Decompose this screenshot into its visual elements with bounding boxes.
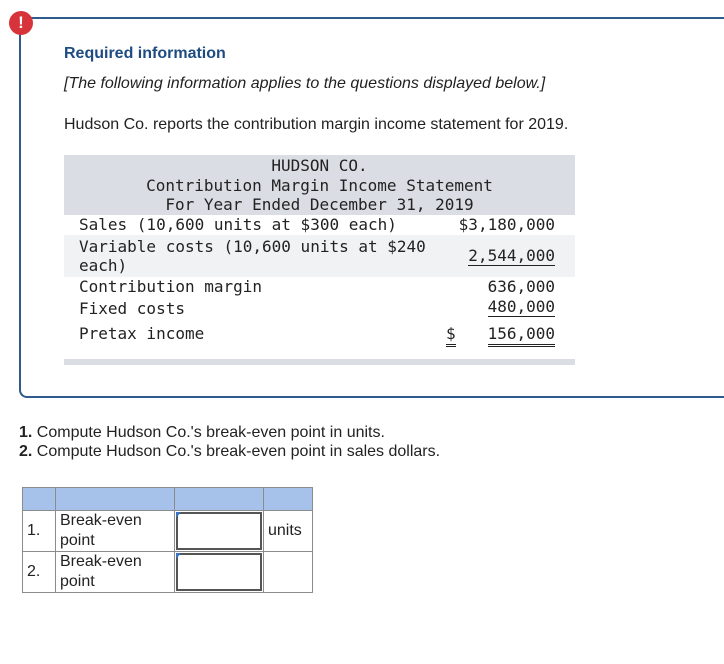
answer-2-label: Break-even point bbox=[56, 552, 175, 593]
statement-header bbox=[64, 155, 575, 215]
question-2-text: Compute Hudson Co.'s break-even point in sales dollars. bbox=[36, 443, 441, 460]
answer-2-number: 2. bbox=[23, 552, 56, 593]
question-2 bbox=[19, 442, 440, 461]
answer-table-header bbox=[23, 488, 313, 511]
row-fixed-costs bbox=[64, 297, 575, 319]
break-even-units-input[interactable] bbox=[176, 512, 262, 550]
variable-costs-value: 2,544,000 bbox=[468, 245, 555, 265]
income-statement bbox=[64, 155, 575, 345]
sales-value: $3,180,000 bbox=[458, 214, 555, 234]
row-contribution-margin bbox=[64, 277, 575, 297]
question-1-number: 1. bbox=[19, 424, 33, 441]
answer-1-number: 1. bbox=[23, 511, 56, 552]
answer-table bbox=[22, 487, 313, 593]
answer-1-unit: units bbox=[264, 511, 313, 552]
statement-title: Contribution Margin Income Statement bbox=[146, 175, 493, 195]
answer-2-unit bbox=[264, 552, 313, 593]
variable-costs-label: Variable costs (10,600 units at $240 each) bbox=[79, 236, 426, 275]
row-pretax-income bbox=[64, 319, 575, 345]
question-list bbox=[19, 423, 440, 461]
intro-note: [The following information applies to the questions displayed below.] bbox=[64, 75, 546, 92]
answer-2-cell bbox=[175, 552, 264, 593]
company-name: HUDSON CO. bbox=[271, 156, 368, 175]
pretax-currency: $ bbox=[446, 324, 456, 347]
question-1-text: Compute Hudson Co.'s break-even point in units. bbox=[36, 424, 385, 441]
contribution-margin-value: 636,000 bbox=[487, 276, 555, 296]
statement-footer-bar bbox=[64, 359, 575, 365]
row-sales bbox=[64, 215, 575, 235]
answer-1-cell bbox=[175, 511, 264, 552]
input-marker-icon bbox=[176, 512, 181, 518]
fixed-costs-label: Fixed costs bbox=[79, 298, 185, 318]
question-2-number: 2. bbox=[19, 443, 33, 460]
pretax-income-label: Pretax income bbox=[79, 323, 205, 343]
required-info-title: Required information bbox=[64, 45, 226, 62]
input-marker-icon bbox=[176, 553, 181, 559]
question-1 bbox=[19, 423, 440, 442]
answer-row-2 bbox=[23, 552, 313, 593]
statement-period: For Year Ended December 31, 2019 bbox=[165, 195, 474, 214]
answer-1-label: Break-even point bbox=[56, 511, 175, 552]
row-variable-costs bbox=[64, 235, 575, 277]
break-even-dollars-input[interactable] bbox=[176, 553, 262, 591]
pretax-income-value: 156,000 bbox=[488, 324, 555, 347]
lead-text: Hudson Co. reports the contribution margin income statement for 2019. bbox=[64, 116, 569, 133]
contribution-margin-label: Contribution margin bbox=[79, 276, 263, 296]
alert-icon: ! bbox=[9, 11, 33, 35]
answer-row-1 bbox=[23, 511, 313, 552]
sales-label: Sales (10,600 units at $300 each) bbox=[79, 214, 397, 234]
fixed-costs-value: 480,000 bbox=[487, 296, 555, 316]
